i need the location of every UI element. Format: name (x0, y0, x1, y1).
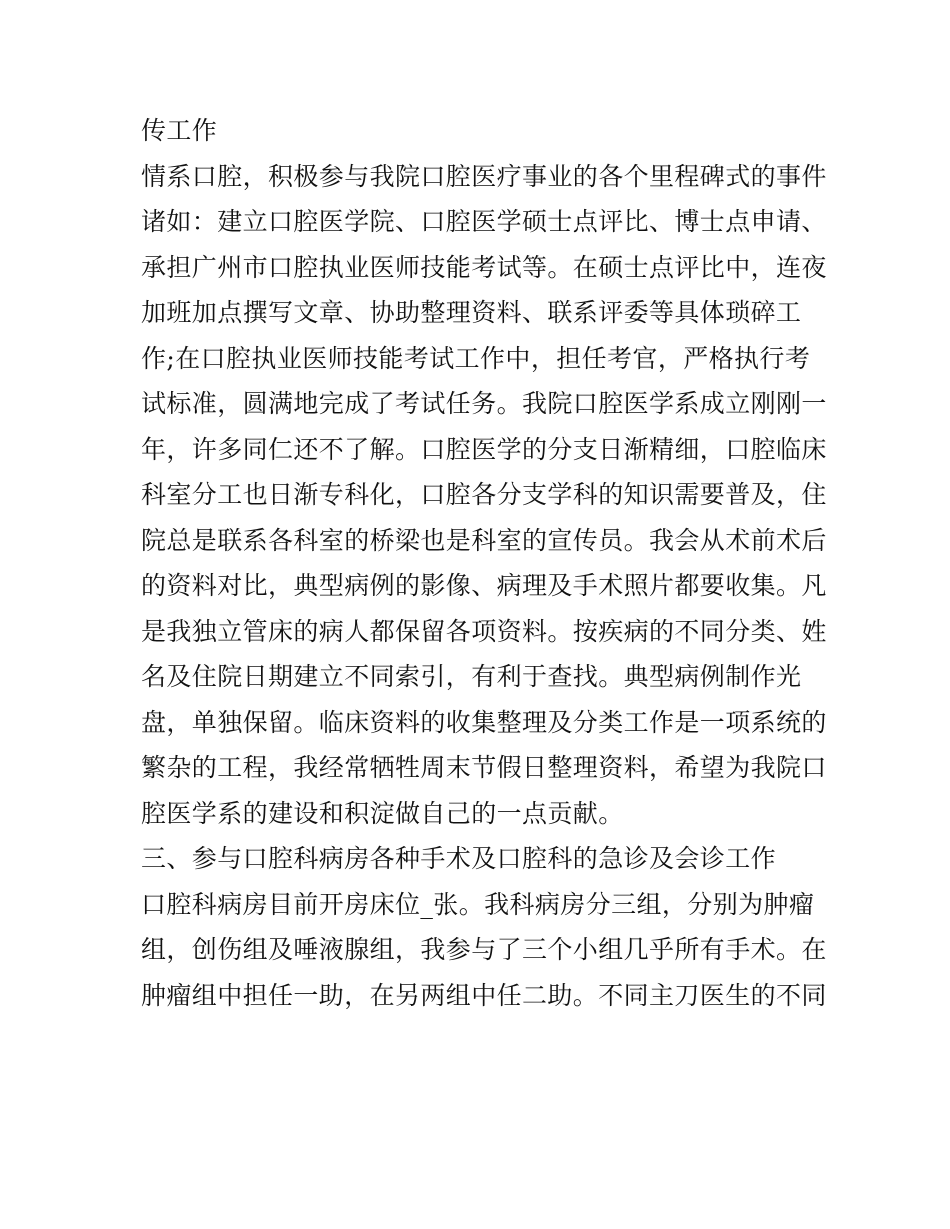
text-line: 院总是联系各科室的桥梁也是科室的宣传员。我会从术前术后 (141, 525, 827, 555)
body-text (141, 108, 827, 1018)
text-line: 组，创伤组及唾液腺组，我参与了三个小组几乎所有手术。在 (141, 935, 827, 964)
text-line: 诸如：建立口腔医学院、口腔医学硕士点评比、博士点申请、 (141, 207, 827, 236)
text-line: 的资料对比，典型病例的影像、病理及手术照片都要收集。凡 (141, 571, 827, 600)
text-line: 传工作 (141, 116, 218, 145)
text-line: 科室分工也日渐专科化，口腔各分支学科的知识需要普及，住 (141, 480, 827, 509)
text-line: 肿瘤组中担任一助，在另两组中任二助。不同主刀医生的不同 (141, 980, 827, 1010)
text-line: 名及住院日期建立不同索引，有利于查找。典型病例制作光 (141, 662, 802, 691)
text-line: 是我独立管床的病人都保留各项资料。按疾病的不同分类、姓 (141, 616, 827, 646)
text-line: 承担广州市口腔执业医师技能考试等。在硕士点评比中，连夜 (141, 252, 827, 282)
text-line: 加班加点撰写文章、协助整理资料、联系评委等具体琐碎工 (141, 298, 802, 327)
text-line: 腔医学系的建设和积淀做自己的一点贡献。 (141, 798, 624, 828)
section-heading: 三、参与口腔科病房各种手术及口腔科的急诊及会诊工作 (141, 844, 777, 873)
text-line: 试标准，圆满地完成了考试任务。我院口腔医学系成立刚刚一 (141, 389, 827, 418)
text-line: 情系口腔，积极参与我院口腔医疗事业的各个里程碑式的事件 (141, 161, 827, 191)
text-line: 作;在口腔执业医师技能考试工作中，担任考官，严格执行考 (141, 343, 811, 373)
text-line: 盘，单独保留。临床资料的收集整理及分类工作是一项系统的 (141, 707, 827, 737)
text-line: 繁杂的工程，我经常牺牲周末节假日整理资料，希望为我院口 (141, 753, 827, 782)
text-line: 口腔科病房目前开房床位_张。我科病房分三组，分别为肿瘤 (141, 889, 815, 919)
text-line: 年，许多同仁还不了解。口腔医学的分支日渐精细，口腔临床 (141, 434, 827, 464)
